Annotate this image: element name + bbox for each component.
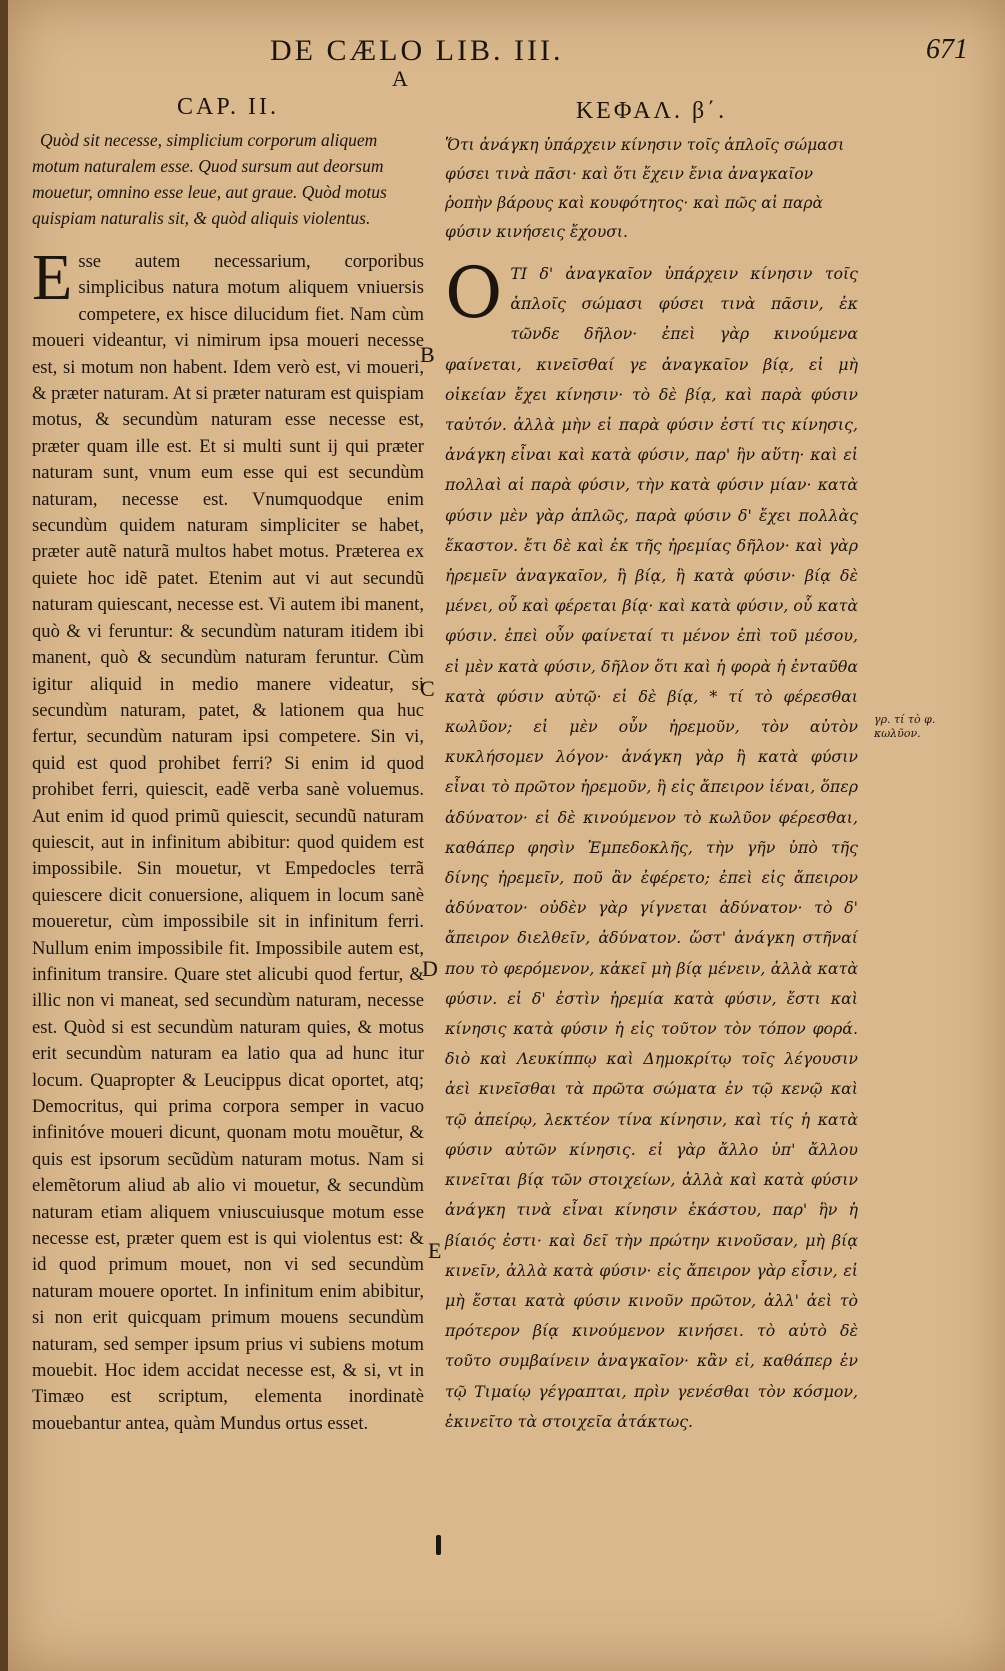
section-marker-d: D [422, 956, 438, 981]
page-header [8, 28, 1005, 68]
section-marker-c: C [420, 676, 435, 701]
catchword-mark [436, 1535, 441, 1555]
latin-chapter-heading: CAP. II. [176, 94, 279, 120]
book-page [8, 0, 1005, 1671]
greek-chapter-summary: Ὅτι ἀνάγκη ὑπάρχειν κίνησιν τοῖς ἁπλοῖς σώμασι φύσει τινὰ πᾶσι· καὶ ὅτι ἔχειν ἔνια ἀναγκαῖον ῥοπὴν βάρους καὶ κουφότητος· καὶ πῶς αἱ παρὰ φύσιν κινήσεις ἔχουσι. [445, 136, 845, 241]
latin-chapter-summary: Quòd sit necesse, simplicium corporum aliquem motum naturalem esse. Quod sursum aut deorsum mouetur, omnino esse leue, aut graue. Quòd motus quispiam naturalis sit, & quòd aliquis violentus. [32, 130, 387, 228]
margin-note: γρ. τί τὸ φ. κωλῦον. [874, 713, 936, 740]
greek-column [445, 94, 858, 1437]
section-marker-e: E [428, 1238, 442, 1263]
section-marker-b: B [420, 342, 435, 367]
latin-column [32, 94, 424, 1437]
section-marker-a: A [392, 66, 408, 91]
greek-body-content: ΤΙ δ' ἀναγκαῖον ὑπάρχειν κίνησιν τοῖς ἁπλοῖς σώμασι φύσει τινὰ πᾶσιν, ἐκ τῶνδε δῆλον· ἐπεὶ γὰρ κινούμενα φαίνεται, κινεῖσθαί γε ἀναγκαῖον βίᾳ, εἰ μὴ οἰκείαν ἔχει κίνησιν· τὸ δὲ βίᾳ, καὶ παρὰ φύσιν ταὐτόν. ἀλλὰ μὴν εἰ παρὰ φύσιν ἐστί τις κίνησις, ἀνάγκη εἶναι καὶ κατὰ φύσιν, παρ' ἣν αὕτη· καὶ εἰ πολλαὶ αἱ παρὰ φύσιν, τὴν κατὰ φύσιν μίαν· κατὰ φύσιν μὲν γὰρ ἁπλῶς, παρὰ φύσιν δ' ἔχει πολλὰς ἕκαστον. ἔτι δὲ καὶ ἐκ τῆς ἠρεμίας δῆλον· καὶ γὰρ ἠρεμεῖν ἀναγκαῖον, ἢ βίᾳ, ἢ κατὰ φύσιν· βίᾳ δὲ μένει, οὗ καὶ φέρεται βίᾳ· καὶ κατὰ φύσιν, οὗ κατὰ φύσιν. ἐπεὶ οὖν φαίνεταί τι μένον ἐπὶ τοῦ μέσου, εἰ μὲν κατὰ φύσιν, δῆλον ὅτι καὶ ἡ φορὰ ἡ ἐνταῦθα κατὰ φύσιν αὐτῷ· εἰ δὲ βίᾳ, * τί τὸ φέρεσθαι κωλῦον; εἰ μὲν οὖν ἠρεμοῦν, τὸν αὐτὸν κυκλήσομεν λόγον· ἀνάγκη γὰρ ἢ κατὰ φύσιν εἶναι τὸ πρῶτον ἠρεμοῦν, ἢ εἰς ἄπειρον ἰέναι, ὅπερ ἀδύνατον· εἰ δὲ κινούμενον τὸ κωλῦον φέρεσθαι, καθάπερ φησὶν Ἐμπεδοκλῆς, τὴν γῆν ὑπὸ τῆς δίνης ἠρεμεῖν, ποῦ ἂν ἐφέρετο; ἐπεὶ εἰς ἄπειρον ἀδύνατον· οὐδὲν γὰρ γίγνεται ἀδύνατον· τὸ δ' ἄπειρον διελθεῖν, ἀδύνατον. ὥστ' ἀνάγκη στῆναί που τὸ φερόμενον, κἀκεῖ μὴ βίᾳ μένειν, ἀλλὰ κατὰ φύσιν. εἰ δ' ἐστὶν ἠρεμία κατὰ φύσιν, ἔστι καὶ κίνησις κατὰ φύσιν ἡ εἰς τοῦτον τὸν τόπον φορά. διὸ καὶ Λευκίππῳ καὶ Δημοκρίτῳ τοῖς λέγουσιν ἀεὶ κινεῖσθαι τὰ πρῶτα σώματα ἐν τῷ κενῷ καὶ τῷ ἀπείρῳ, λεκτέον τίνα κίνησιν, καὶ τίς ἡ κατὰ φύσιν αὐτῶν κίνησις. εἰ γὰρ ἄλλο ὑπ' ἄλλου κινεῖται βίᾳ τῶν στοιχείων, ἀλλὰ καὶ κατὰ φύσιν ἀνάγκη τινὰ εἶναι κίνησιν ἑκάστου, παρ' ἣν ἡ βίαιός ἐστι· καὶ δεῖ τὴν πρώτην κινοῦσαν, μὴ βίᾳ κινεῖν, ἀλλὰ κατὰ φύσιν· εἰς ἄπειρον γὰρ εἶσιν, εἰ μὴ ἔσται κατὰ φύσιν κινοῦν πρῶτον, ἀλλ' ἀεὶ τὸ πρότερον βίᾳ κινούμενον κινήσει. τὸ αὐτὸ δὲ τοῦτο συμβαίνειν ἀναγκαῖον· κἂν εἰ, καθάπερ ἐν τῷ Τιμαίῳ γέγραπται, πρὶν γενέσθαι τὸν κόσμον, ἐκινεῖτο τὰ στοιχεῖα ἀτάκτως. [445, 264, 858, 1431]
greek-chapter-heading: ΚΕΦΑΛ. β΄. [575, 98, 728, 124]
greek-body-text [445, 252, 858, 1437]
greek-dropcap: Ο [445, 252, 503, 334]
latin-body-content: sse autem necessarium, corporibus simplicibus natura motum aliquem vniuersis competere, ex hisce dilucidum fiet. Nam cùm moueri videantur, vi nimirum ipsa moueri necesse est, si motum non habent. Idem verò est, vi moueri, & præter naturam. At si præter naturam est quispiam motus, & secundùm naturam esse necesse est, præter quam ille est. Et si multi sunt ij qui præter naturam sunt, vnum eum esse qui est secundùm naturam, necesse est. Vnumquodque enim secundùm quidem naturam simpliciter se habet, præter autẽ naturã multos habet motus. Præterea ex quiete hoc idẽ patet. Etenim aut vi aut secundũ naturam quiescant, necesse est. Vi autem ibi manent, quò & vi feruntur: & secundùm naturam itidem ibi manent, quò & secundùm naturam feruntur. Cùm igitur aliquid in medio manere videatur, si secundùm naturam, patet, & lationem qua huc fertur, secundùm naturam ipsi competere. Sin vi, quid est quod prohibet ferri? Si enim id quod prohibet ferri, quiescit, eadẽ verba sanè voluemus. Aut enim id quod primũ quiescit, secundũ naturam quiescit, aut in infinitum abibitur: quod quidem est impossibile. Sin mouetur, vt Empedocles terrã quiescere dicit conuersione, aliquem in locum sanè moueretur, cùm impossibile sit in infinitum ferri. Nullum enim impossibile fit. Impossibile autem est, infinitum transire. Quare stet alicubi quod fertur, & illic non vi maneat, sed secundùm naturam, necesse est. Quòd si est secundùm naturam quies, & motus erit secundùm naturam ea latio qua ad hunc itur locum. Quapropter & Leucippus dicat oportet, atq; Democritus, qui prima corpora semper in vacuo infinitóve moueri dicunt, quonam motu mouẽtur, & quis est ipsorum secũdùm naturam motus. Nam si elemẽtorum aliud ab alio vi mouetur, & secundùm naturam etiam aliquem vniuscuiusque motum esse necesse est, præter quem est is qui violentus est: & id quod primum mouet, non vi sed secundùm naturam mouere oportet. In infinitum enim abibitur, si non erit quicquam primum mouens secundùm naturam, sed semper ipsum prius vi subiens motum mouebit. Hoc idem accidat necesse est, & si, vt in Timæo est scriptum, elementa inordinatè mouebantur antea, quàm Mundus ortus esset. [32, 251, 424, 1434]
latin-body-text [32, 241, 424, 1437]
latin-dropcap: E [32, 241, 73, 314]
running-title: DE CÆLO LIB. III. [270, 34, 564, 67]
page-number: 671 [926, 34, 968, 65]
